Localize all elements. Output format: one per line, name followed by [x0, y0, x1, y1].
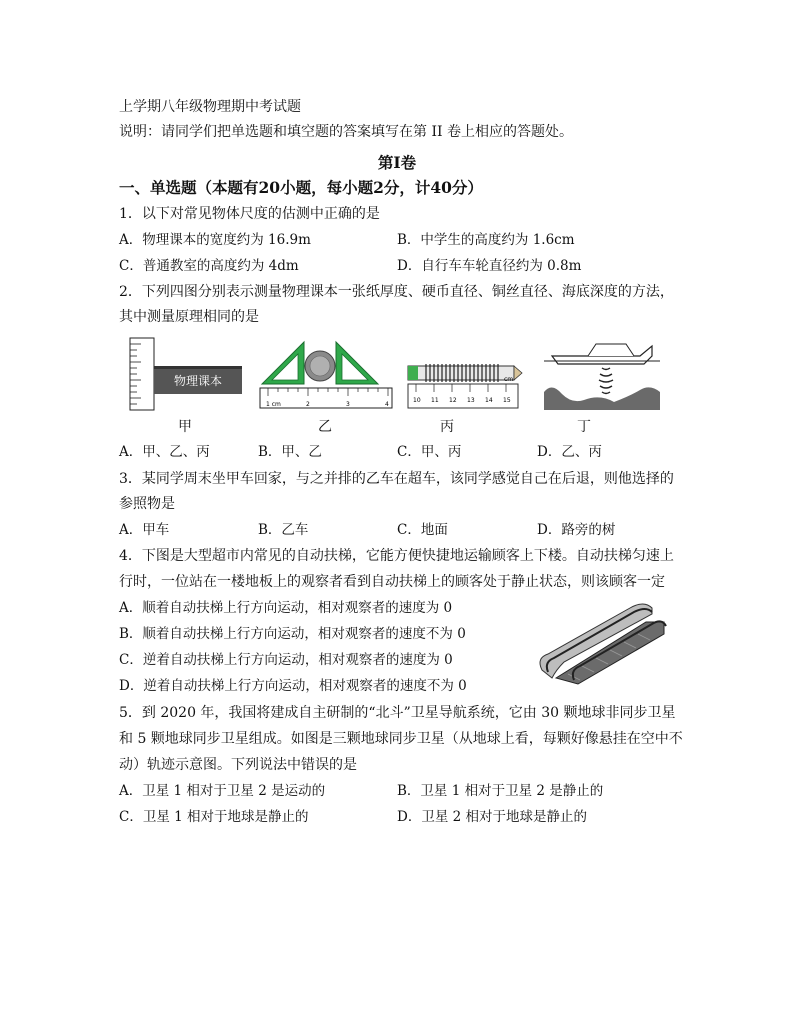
- ruler-tick-3: 3: [346, 401, 350, 408]
- wire-ruler-number-13: 13: [467, 397, 475, 404]
- question-2-stem-line-2: 其中测量原理相同的是: [119, 309, 259, 325]
- wire-ruler-unit: cm: [504, 376, 514, 383]
- q4-option-d: D．逆着自动扶梯上行方向运动，相对观察者的速度不为 0: [119, 678, 467, 694]
- wire-ruler-number-10: 10: [413, 397, 421, 404]
- volume-title: 第Ⅰ卷: [377, 153, 417, 172]
- exam-title: 上学期八年级物理期中考试题: [119, 99, 301, 115]
- question-4-stem-line-2: 行时，一位站在一楼地板上的观察者看到自动扶梯上的顾客处于静止状态，则该顾客一定: [119, 574, 665, 590]
- question-3-stem-line-1: 3．某同学周末坐甲车回家，与之并排的乙车在超车，该同学感觉自己在后退，则他选择的: [119, 471, 674, 487]
- figure-label-yi: 乙: [318, 419, 332, 435]
- q2-option-c: C．甲、丙: [397, 444, 462, 460]
- q5-option-d: D．卫星 2 相对于地球是静止的: [397, 809, 587, 825]
- q3-option-a: A．甲车: [119, 522, 170, 538]
- ruler-tick-2: 2: [306, 401, 310, 408]
- exam-note: 说明：请同学们把单选题和填空题的答案填写在第 II 卷上相应的答题处。: [119, 124, 573, 140]
- q2-option-b: B．甲、乙: [258, 444, 322, 460]
- question-5-stem-line-3: 动）轨迹示意图。下列说法中错误的是: [119, 757, 357, 773]
- question-4-stem-line-1: 4．下图是大型超市内常见的自动扶梯，它能方便快捷地运输顾客上下楼。自动扶梯匀速上: [119, 548, 674, 564]
- figure-label-jia: 甲: [178, 419, 192, 435]
- q1-option-a: A．物理课本的宽度约为 16.9m: [119, 232, 311, 248]
- q3-option-c: C．地面: [397, 522, 448, 538]
- wire-ruler-number-14: 14: [485, 397, 493, 404]
- q5-option-b: B．卫星 1 相对于卫星 2 是静止的: [397, 783, 604, 799]
- ruler-tick-4: 4: [385, 401, 389, 408]
- q1-option-b: B．中学生的高度约为 1.6cm: [397, 232, 575, 248]
- book-label: 物理课本: [173, 374, 223, 388]
- question-3-stem-line-2: 参照物是: [119, 496, 175, 512]
- section-title: 一、单选题（本题有20小题，每小题2分，计40分）: [119, 178, 483, 197]
- figure-label-ding: 丁: [577, 419, 591, 435]
- q2-option-d: D．乙、丙: [537, 444, 602, 460]
- wire-ruler-number-11: 11: [431, 397, 439, 404]
- q3-option-b: B．乙车: [258, 522, 309, 538]
- question-2-stem-line-1: 2．下列四图分别表示测量物理课本一张纸厚度、硬币直径、铜丝直径、海底深度的方法，: [119, 284, 674, 300]
- figure-escalator: [534, 600, 670, 686]
- question-5-stem-line-2: 和 5 颗地球同步卫星组成。如图是三颗地球同步卫星（从地球上看，每颗好像悬挂在空中不: [119, 731, 683, 747]
- q1-option-c: C．普通教室的高度约为 4dm: [119, 258, 299, 274]
- wire-ruler-number-12: 12: [449, 397, 457, 404]
- q1-option-d: D．自行车车轮直径约为 0.8m: [397, 258, 582, 274]
- question-5-stem-line-1: 5．到 2020 年，我国将建成自主研制的“北斗”卫星导航系统，它由 30 颗地球非同步卫星: [119, 705, 676, 721]
- ruler-tick-1: 1 cm: [266, 401, 281, 408]
- q3-option-d: D．路旁的树: [537, 522, 616, 538]
- q4-option-a: A．顺着自动扶梯上行方向运动，相对观察者的速度为 0: [119, 600, 453, 616]
- q4-option-c: C．逆着自动扶梯上行方向运动，相对观察者的速度为 0: [119, 652, 453, 668]
- figure-ding-sonar-boat: [544, 334, 660, 412]
- question-1-stem: 1．以下对常见物体尺度的估测中正确的是: [119, 206, 380, 222]
- figure-jia-ruler-book: [125, 336, 245, 412]
- q5-option-c: C．卫星 1 相对于地球是静止的: [119, 809, 309, 825]
- q5-option-a: A．卫星 1 相对于卫星 2 是运动的: [119, 783, 326, 799]
- q2-option-a: A．甲、乙、丙: [119, 444, 210, 460]
- q4-option-b: B．顺着自动扶梯上行方向运动，相对观察者的速度不为 0: [119, 626, 466, 642]
- wire-ruler-number-15: 15: [503, 397, 511, 404]
- figure-bing-wire-pencil: [406, 350, 524, 412]
- figure-yi-coin-triangles: [258, 338, 394, 414]
- figure-label-bing: 丙: [440, 419, 454, 435]
